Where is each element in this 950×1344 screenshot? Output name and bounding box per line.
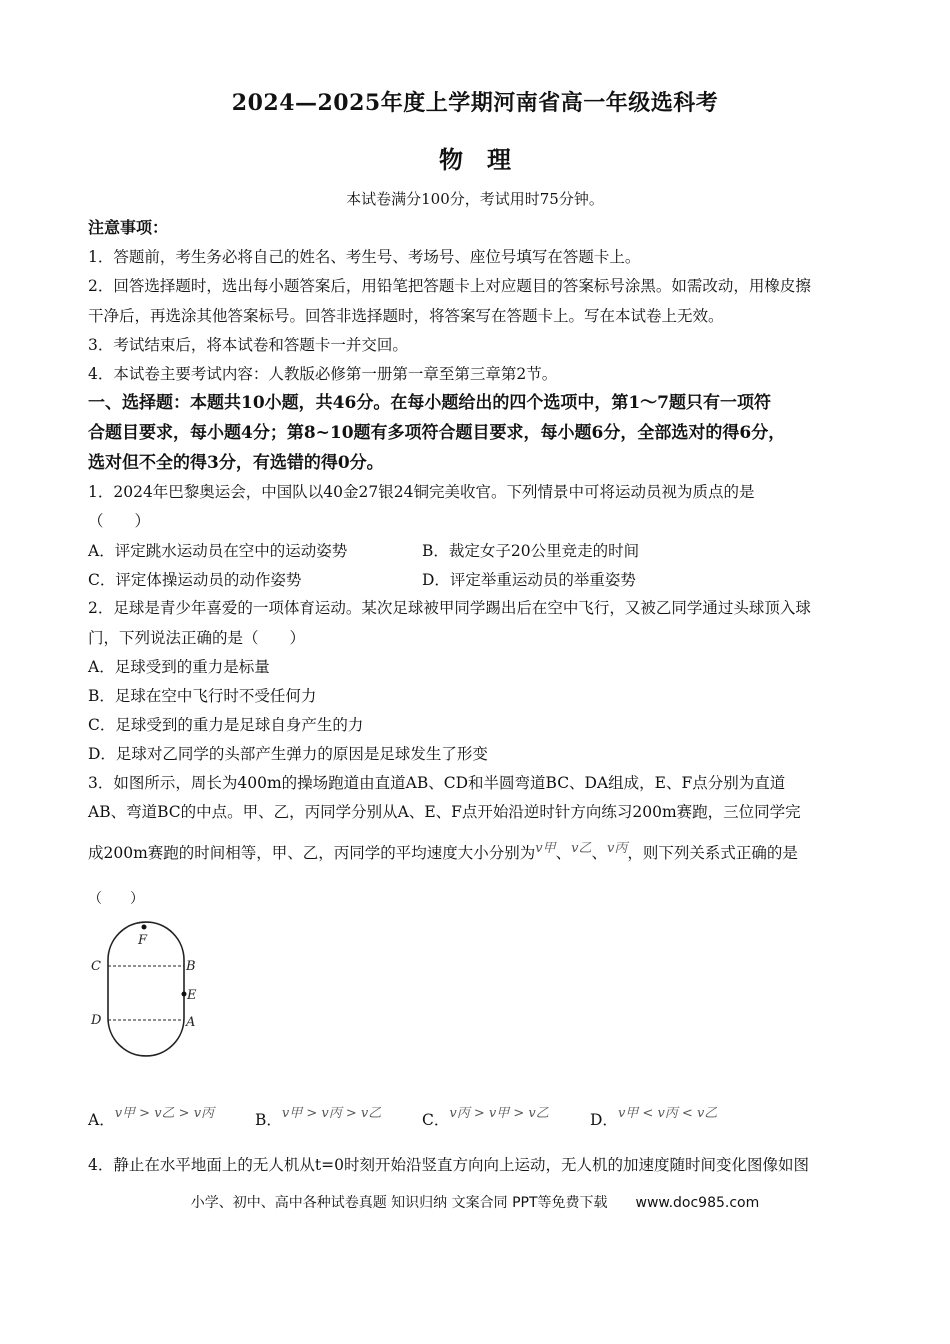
track-diagram	[88, 920, 198, 1060]
subject-title: 物理	[439, 145, 535, 174]
point-e	[182, 992, 187, 997]
q3-stem: AB、弯道BC的中点。甲、乙，丙同学分别从A、E、F点开始沿逆时针方向练习200m赛跑，三位同学完	[88, 803, 801, 821]
q2-option-d: D．足球对乙同学的头部产生弹力的原因是足球发生了形变	[88, 745, 488, 763]
option-label: A．	[88, 1111, 115, 1129]
option-expr: v甲 > v丙 > v乙	[281, 1106, 382, 1121]
velocity-bing: v丙	[607, 841, 628, 856]
q3-stem: 3．如图所示，周长为400m的操场跑道由直道AB、CD和半圆弯道BC、DA组成，E、F点分别为直道	[88, 774, 786, 792]
option-expr: v丙 > v甲 > v乙	[449, 1106, 549, 1121]
q2-option-b: B．足球在空中飞行时不受任何力	[88, 687, 317, 705]
q2-stem: 2．足球是青少年喜爱的一项体育运动。某次足球被甲同学踢出后在空中飞行，又被乙同学通过头球顶入球	[88, 599, 811, 617]
q3-answer-blank: （ ）	[88, 891, 144, 907]
option-label: C．	[422, 1111, 450, 1129]
separator: 、	[555, 844, 572, 862]
q1-option-a: A．评定跳水运动员在空中的运动姿势	[88, 542, 348, 560]
q3-option-d	[590, 1100, 718, 1129]
section-instructions: 合题目要求，每小题4分；第8~10题有多项符合题目要求，每小题6分，全部选对的得6分，	[88, 423, 786, 443]
section-instructions: 选对但不全的得3分，有选错的得0分。	[88, 453, 384, 473]
point-f	[142, 925, 147, 930]
q2-option-c: C．足球受到的重力是足球自身产生的力	[88, 716, 364, 734]
label-e: E	[187, 988, 197, 1003]
footer-text: 小学、初中、高中各种试卷真题 知识归纳 文案合同 PPT等免费下载	[190, 1195, 608, 1211]
section-instructions: 一、选择题：本题共10小题，共46分。在每小题给出的四个选项中，第1～7题只有一项符	[88, 393, 771, 413]
q3-option-a	[88, 1100, 215, 1129]
q3-stem-text: ，则下列关系式正确的是	[627, 844, 798, 862]
q1-option-b: B．裁定女子20公里竞走的时间	[422, 542, 640, 560]
notes-heading: 注意事项：	[88, 218, 169, 237]
q1-answer-blank: （ ）	[88, 512, 151, 530]
separator: 、	[591, 844, 608, 862]
q3-stem	[88, 842, 868, 866]
label-d: D	[91, 1013, 102, 1028]
q1-option-d: D．评定举重运动员的举重姿势	[422, 571, 636, 589]
note-item: 2．回答选择题时，选出每小题答案后，用铅笔把答题卡上对应题目的答案标号涂黑。如需改动，用橡皮擦	[88, 277, 811, 295]
label-a: A	[186, 1015, 196, 1030]
velocity-jia: v甲	[535, 841, 556, 856]
option-label: D．	[590, 1111, 618, 1129]
note-item: 干净后，再选涂其他答案标号。回答非选择题时，将答案写在答题卡上。写在本试卷上无效。	[88, 307, 724, 325]
exam-title: 2024—2025年度上学期河南省高一年级选科考	[231, 90, 719, 116]
label-f: F	[138, 933, 148, 948]
note-item: 4．本试卷主要考试内容：人教版必修第一册第一章至第三章第2节。	[88, 365, 558, 383]
page-footer	[0, 1192, 950, 1212]
label-b: B	[186, 959, 196, 974]
note-item: 1．答题前，考生务必将自己的姓名、考生号、考场号、座位号填写在答题卡上。	[88, 248, 641, 266]
q3-stem-text: 成200m赛跑的时间相等，甲、乙，丙同学的平均速度大小分别为	[88, 844, 536, 862]
note-item: 3．考试结束后，将本试卷和答题卡一并交回。	[88, 336, 408, 354]
label-c: C	[91, 959, 101, 974]
q3-option-b	[255, 1100, 382, 1129]
option-expr: v甲 < v丙 < v乙	[617, 1106, 718, 1121]
q2-stem: 门，下列说法正确的是（ ）	[88, 629, 306, 647]
option-label: B．	[255, 1111, 282, 1129]
q1-option-c: C．评定体操运动员的动作姿势	[88, 571, 302, 589]
exam-info: 本试卷满分100分，考试用时75分钟。	[346, 190, 604, 208]
q3-option-c	[422, 1100, 549, 1129]
option-expr: v甲 > v乙 > v丙	[114, 1106, 215, 1121]
footer-url[interactable]: www.doc985.com	[635, 1195, 760, 1211]
q1-stem: 1．2024年巴黎奥运会，中国队以40金27银24铜完美收官。下列情景中可将运动员视为质点的是	[88, 483, 755, 501]
velocity-yi: v乙	[571, 841, 592, 856]
q2-option-a: A．足球受到的重力是标量	[88, 658, 270, 676]
q4-stem: 4．静止在水平地面上的无人机从t=0时刻开始沿竖直方向向上运动，无人机的加速度随时间变化图像如图	[88, 1156, 809, 1174]
